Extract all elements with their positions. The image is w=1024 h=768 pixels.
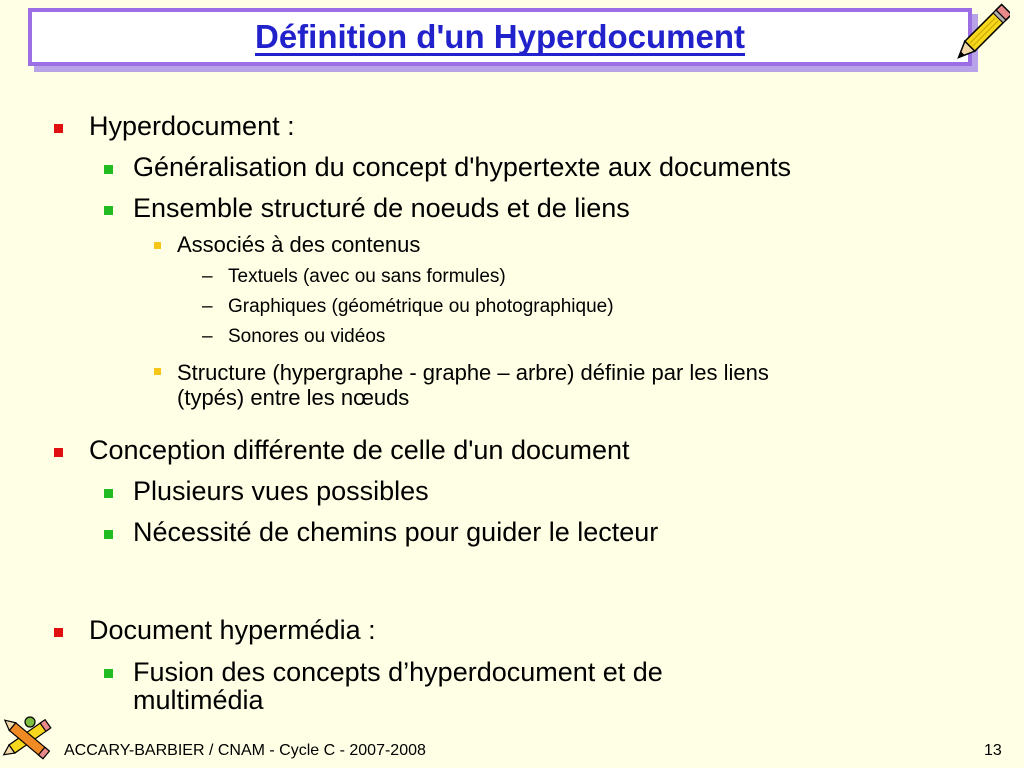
bullet-text: Conception différente de celle d'un document: [89, 435, 630, 465]
dash-bullet-icon: –: [202, 266, 213, 287]
bullet-level2-fusion: [104, 658, 663, 714]
green-square-bullet-icon: [104, 206, 113, 215]
bullet-level4-textuels: [202, 266, 506, 288]
yellow-square-bullet-icon: [154, 368, 161, 375]
yellow-square-bullet-icon: [154, 242, 161, 249]
page-number: 13: [984, 742, 1002, 759]
green-square-bullet-icon: [104, 489, 113, 498]
bullet-level2-vues: [104, 478, 429, 505]
bullet-level2-chemins: [104, 519, 658, 546]
bullet-level2-ensemble: [104, 195, 630, 222]
bullet-text: Sonores ou vidéos: [228, 326, 386, 347]
dash-bullet-icon: –: [202, 296, 213, 317]
bullet-text: Graphiques (géométrique ou photographique): [228, 296, 614, 317]
bullet-text: Ensemble structuré de noeuds et de liens: [133, 193, 630, 223]
footer-text: ACCARY-BARBIER / CNAM - Cycle C - 2007-2008: [64, 742, 426, 759]
bullet-text: Document hypermédia :: [89, 615, 376, 645]
bullet-text-block: [177, 360, 769, 410]
red-square-bullet-icon: [54, 448, 63, 457]
bullet-text: Nécessité de chemins pour guider le lecteur: [133, 517, 659, 547]
bullet-text-line2: (typés) entre les nœuds: [177, 385, 410, 410]
bullet-level3-structure: [154, 360, 769, 410]
bullet-text: Plusieurs vues possibles: [133, 476, 429, 506]
green-square-bullet-icon: [104, 669, 113, 678]
bullet-text: Associés à des contenus: [177, 232, 421, 257]
bullet-level1-conception: [54, 437, 630, 464]
bullet-text: Textuels (avec ou sans formules): [228, 266, 506, 287]
red-square-bullet-icon: [54, 628, 63, 637]
bullet-level2-generalisation: [104, 154, 791, 181]
bullet-level1-hyperdocument: [54, 113, 295, 140]
bullet-text-block: [133, 658, 663, 714]
bullet-level4-graphiques: [202, 296, 614, 318]
bullet-level3-associes: [154, 234, 420, 256]
bullet-text: Généralisation du concept d'hypertexte aux documents: [133, 152, 792, 182]
bullet-text-line1: Structure (hypergraphe - graphe – arbre) définie par les liens: [177, 360, 769, 385]
bullet-text: Hyperdocument :: [89, 111, 295, 141]
bullet-text-line1: Fusion des concepts d’hyperdocument et de: [133, 657, 663, 687]
bullet-level4-sonores: [202, 326, 385, 348]
green-square-bullet-icon: [104, 530, 113, 539]
bullet-level1-hypermedia: [54, 617, 376, 644]
green-square-bullet-icon: [104, 165, 113, 174]
slide-title-text: Définition d'un Hyperdocument: [254, 18, 745, 55]
red-square-bullet-icon: [54, 124, 63, 133]
bullet-text-line2: multimédia: [133, 685, 264, 715]
dash-bullet-icon: –: [202, 326, 213, 347]
